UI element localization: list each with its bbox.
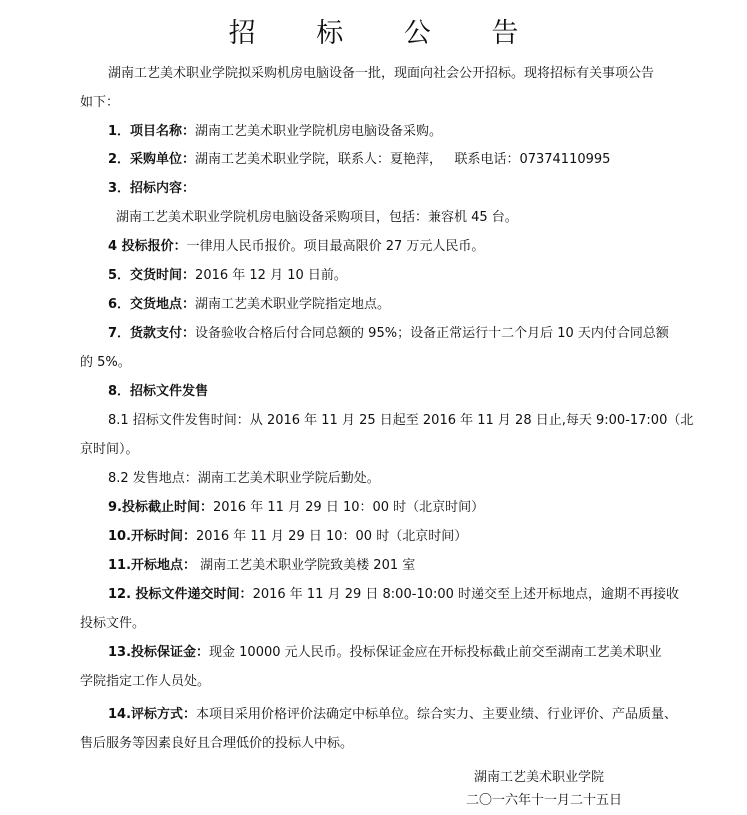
item-bid-deadline [108, 493, 688, 522]
item-label: 1．项目名称： [108, 124, 196, 139]
item-label: 5．交货时间： [108, 268, 196, 283]
item-evaluation [108, 700, 688, 729]
page-title: 招 标 公 告 [228, 18, 545, 49]
item-label: 2．采购单位： [108, 152, 196, 167]
item-delivery-place [108, 290, 688, 319]
item-opening-place [108, 551, 688, 580]
item-text: 一律用人民币报价。项目最高限价 27 万元人民币。 [186, 239, 485, 254]
intro-line-2: 如下： [80, 95, 120, 110]
item-delivery-time [108, 261, 688, 290]
item-submission-time-cont: 投标文件。 [80, 616, 146, 631]
item-label: 3．招标内容： [108, 181, 196, 196]
item-label: 12. 投标文件递交时间： [108, 587, 253, 602]
signature-org: 湖南工艺美术职业学院 [474, 770, 605, 785]
item-label: 10.开标时间： [108, 529, 197, 544]
item-text: 湖南工艺美术职业学院机房电脑设备采购。 [195, 124, 443, 139]
item-label: 4 投标报价： [108, 239, 187, 254]
item-doc-sale [108, 377, 688, 406]
item-purchaser [108, 145, 688, 174]
item-submission-time [108, 580, 688, 609]
item-doc-sale-time-cont: 京时间）。 [80, 442, 139, 457]
item-label: 7．货款支付： [108, 326, 196, 341]
item-text: 现金 10000 元人民币。投标保证金应在开标投标截止前交至湖南工艺美术职业 [209, 645, 662, 660]
item-project-name [108, 117, 688, 146]
item-deposit-cont: 学院指定工作人员处。 [80, 674, 211, 689]
item-text: 2016 年 11 月 29 日 10：00 时（北京时间） [196, 529, 468, 544]
item-text: 湖南工艺美术职业学院指定地点。 [195, 297, 391, 312]
item-text: 本项目采用价格评价法确定中标单位。综合实力、主要业绩、行业评价、产品质量、 [196, 707, 678, 722]
item-text: 2016 年 11 月 29 日 10：00 时（北京时间） [212, 500, 485, 515]
intro-line-1: 湖南工艺美术职业学院拟采购机房电脑设备一批，现面向社会公开招标。现将招标有关事项公告 [108, 66, 655, 81]
item-deposit [108, 638, 688, 667]
item-payment-cont: 的 5%。 [80, 355, 131, 370]
item-doc-sale-place: 8.2 发售地点：湖南工艺美术职业学院后勤处。 [108, 471, 380, 486]
item-text: 2016 年 12 月 10 日前。 [195, 268, 347, 283]
item-label: 9.投标截止时间： [108, 500, 213, 515]
item-text: 湖南工艺美术职业学院致美楼 201 室 [196, 558, 416, 573]
item-payment [108, 319, 688, 348]
item-doc-sale-time: 8.1 招标文件发售时间：从 2016 年 11 月 25 日起至 2016 年 11 月 28 日止,每天 9:00-17:00（北 [108, 413, 694, 428]
item-label: 13.投标保证金： [108, 645, 210, 660]
item-bid-price [108, 232, 688, 261]
signature-date: 二〇一六年十一月二十五日 [466, 793, 623, 808]
item-content-text: 湖南工艺美术职业学院机房电脑设备采购项目，包括：兼容机 45 台。 [116, 210, 518, 225]
item-label: 6．交货地点： [108, 297, 196, 312]
item-text: 设备验收合格后付合同总额的 95%；设备正常运行十二个月后 10 天内付合同总额 [195, 326, 669, 341]
item-opening-time [108, 522, 688, 551]
item-text: 湖南工艺美术职业学院，联系人：夏艳萍， 联系电话：07374110995 [195, 152, 611, 167]
item-content-label [108, 174, 688, 203]
item-label: 11.开标地点： [108, 558, 197, 573]
item-label: 8．招标文件发售 [108, 384, 209, 399]
item-evaluation-cont: 售后服务等因素良好且合理低价的投标人中标。 [80, 736, 354, 751]
item-text: 2016 年 11 月 29 日 8:00-10:00 时递交至上述开标地点，逾期不再接收 [252, 587, 680, 602]
item-label: 14.评标方式： [108, 707, 197, 722]
